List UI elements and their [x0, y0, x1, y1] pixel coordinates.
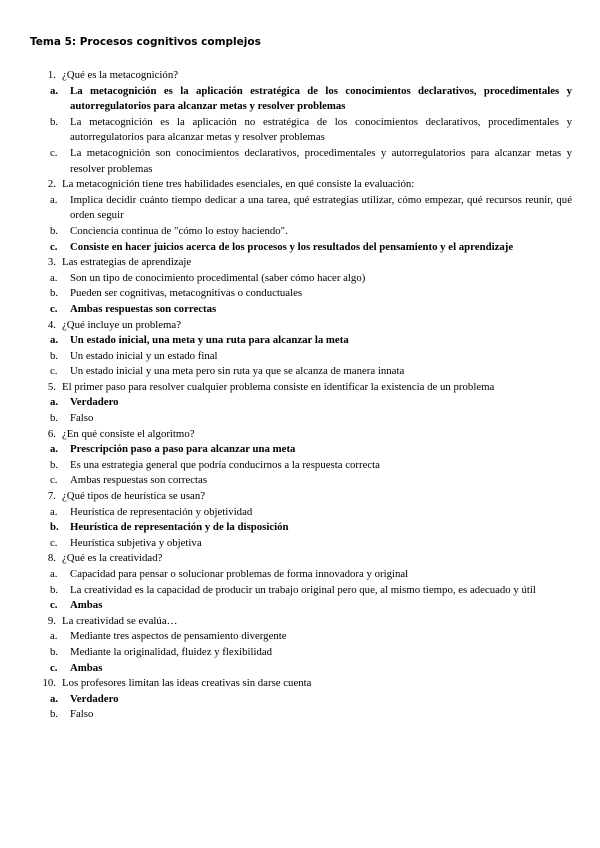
answer-option-correct — [34, 692, 574, 708]
option-label: c. — [50, 536, 58, 549]
option-label: a. — [50, 568, 58, 580]
option-label: b. — [50, 412, 59, 425]
option-label: b. — [50, 521, 59, 534]
option-text: Son un tipo de conocimiento procedimental (saber cómo hacer algo) — [70, 271, 366, 284]
answer-option — [34, 645, 574, 661]
option-label: b. — [50, 708, 59, 721]
option-text: Ambas respuestas son correctas — [70, 474, 208, 487]
option-label: c. — [50, 240, 58, 253]
option-label: c. — [50, 302, 58, 315]
answer-option — [34, 458, 574, 474]
option-label: a. — [50, 271, 58, 284]
question-number: 8. — [47, 552, 56, 565]
option-text: Verdadero — [70, 692, 119, 705]
question-number: 3. — [47, 256, 56, 269]
question-text: ¿En qué consiste el algoritmo? — [62, 427, 195, 440]
option-text: Consiste en hacer juicios acerca de los procesos y los resultados del pensamiento y el aprendizaje — [70, 240, 514, 253]
option-label: a. — [50, 84, 59, 97]
answer-option — [34, 505, 574, 521]
option-label: a. — [50, 396, 59, 409]
question-number: 5. — [47, 380, 56, 393]
option-text: Ambas — [70, 599, 103, 612]
answer-option — [34, 411, 574, 427]
answer-option — [34, 567, 574, 583]
question-text: ¿Qué es la metacognición? — [62, 69, 179, 81]
option-text: La creatividad es la capacidad de producir un trabajo original pero que, al mismo tiempo, es adecuado y útil — [70, 583, 536, 596]
question-text: ¿Qué es la creatividad? — [62, 552, 163, 565]
answer-option — [34, 364, 574, 380]
answer-option-correct — [34, 240, 574, 256]
question-text: La creatividad se evalúa… — [62, 614, 178, 627]
option-label: c. — [50, 365, 58, 378]
option-label: b. — [50, 458, 59, 471]
option-label: a. — [50, 505, 58, 518]
answer-option-correct — [34, 333, 574, 349]
option-text: Ambas — [70, 661, 103, 674]
option-label: c. — [50, 661, 58, 674]
option-label: b. — [50, 583, 59, 596]
option-text: Mediante la originalidad, fluidez y flexibilidad — [70, 645, 273, 658]
answer-option — [34, 473, 574, 489]
option-label: b. — [50, 349, 59, 362]
question-item — [34, 380, 574, 396]
answer-option-correct — [34, 520, 574, 536]
answer-option — [34, 349, 574, 365]
question-text: Las estrategias de aprendizaje — [62, 256, 192, 269]
option-label: a. — [50, 193, 58, 206]
option-text: Pueden ser cognitivas, metacognitivas o conductuales — [70, 287, 303, 300]
question-text: El primer paso para resolver cualquier problema consiste en identificar la existencia de un problema — [62, 380, 495, 393]
option-text: Conciencia continua de "cómo lo estoy haciendo". — [70, 224, 288, 237]
option-text: Capacidad para pensar o solucionar problemas de forma innovadora y original — [70, 568, 409, 580]
option-text: Prescripción paso a paso para alcanzar una meta — [70, 443, 296, 456]
option-text: Ambas respuestas son correctas — [70, 302, 217, 315]
question-text: ¿Qué tipos de heurística se usan? — [62, 490, 206, 503]
question-item — [34, 255, 574, 271]
answer-option — [34, 583, 574, 599]
question-item — [34, 68, 574, 84]
question-item — [34, 551, 574, 567]
answer-option-correct — [34, 84, 574, 115]
answer-option — [34, 271, 574, 287]
option-label: b. — [50, 645, 59, 658]
page-title: Tema 5: Procesos cognitivos complejos — [30, 36, 261, 48]
question-item — [34, 676, 574, 692]
option-label: b. — [50, 287, 59, 300]
question-number: 6. — [47, 427, 56, 440]
question-number: 2. — [47, 178, 56, 191]
option-label: c. — [50, 599, 58, 612]
option-label: c. — [50, 474, 58, 487]
question-item — [34, 427, 574, 443]
option-label: b. — [50, 115, 59, 128]
question-item — [34, 489, 574, 505]
answer-option — [34, 193, 574, 224]
option-text: Un estado inicial, una meta y una ruta para alcanzar la meta — [70, 334, 349, 347]
question-number: 9. — [47, 614, 56, 627]
question-text: Los profesores limitan las ideas creativas sin darse cuenta — [62, 677, 312, 690]
answer-option-correct — [34, 302, 574, 318]
option-text: La metacognición es la aplicación no estratégica de los conocimientos declarativos, procedimentales y autorregulatorios para alcanzar metas y resolver problemas — [70, 115, 572, 144]
question-number: 7. — [47, 490, 56, 503]
option-text: Un estado inicial y una meta pero sin ruta ya que se alcanza de manera innata — [70, 365, 405, 378]
option-text: Un estado inicial y un estado final — [70, 349, 218, 362]
answer-option — [34, 286, 574, 302]
question-number: 10. — [42, 677, 56, 690]
option-text: Falso — [70, 708, 94, 721]
question-text: La metacognición tiene tres habilidades esenciales, en qué consiste la evaluación: — [62, 178, 415, 191]
option-text: Heurística de representación y objetividad — [70, 505, 253, 518]
answer-option — [34, 224, 574, 240]
option-label: b. — [50, 224, 59, 237]
question-item — [34, 177, 574, 193]
question-text: ¿Qué incluye un problema? — [62, 318, 182, 331]
option-text: Es una estrategia general que podría conducirnos a la respuesta correcta — [70, 458, 380, 471]
question-number: 1. — [47, 69, 56, 81]
answer-option — [34, 629, 574, 645]
question-number: 4. — [47, 318, 56, 331]
option-label: a. — [50, 692, 59, 705]
option-text: Verdadero — [70, 396, 119, 409]
answer-option — [34, 146, 574, 177]
answer-option-correct — [34, 442, 574, 458]
answer-option-correct — [34, 395, 574, 411]
answer-option — [34, 115, 574, 146]
option-text: Falso — [70, 412, 94, 425]
answer-option — [34, 707, 574, 723]
option-label: a. — [50, 334, 59, 347]
answer-option-correct — [34, 598, 574, 614]
option-label: c. — [50, 146, 58, 159]
question-item — [34, 318, 574, 334]
option-text: Mediante tres aspectos de pensamiento divergente — [70, 630, 287, 643]
question-list — [34, 68, 574, 723]
option-text: Implica decidir cuánto tiempo dedicar a una tarea, qué estrategias utilizar, cómo empezar, qué recursos reunir, qué orden seguir — [70, 193, 572, 222]
option-label: a. — [50, 630, 58, 643]
option-label: a. — [50, 443, 59, 456]
question-item — [34, 614, 574, 630]
option-text: Heurística subjetiva y objetiva — [70, 536, 202, 549]
answer-option-correct — [34, 661, 574, 677]
option-text: La metacognición son conocimientos declarativos, procedimentales y autorregulatorios para alcanzar metas y resolver problemas — [70, 146, 572, 175]
option-text: Heurística de representación y de la disposición — [70, 521, 289, 534]
option-text: La metacognición es la aplicación estratégica de los conocimientos declarativos, procedimentales y autorregulatorios para alcanzar metas y resolver problemas — [70, 84, 572, 113]
answer-option — [34, 536, 574, 552]
